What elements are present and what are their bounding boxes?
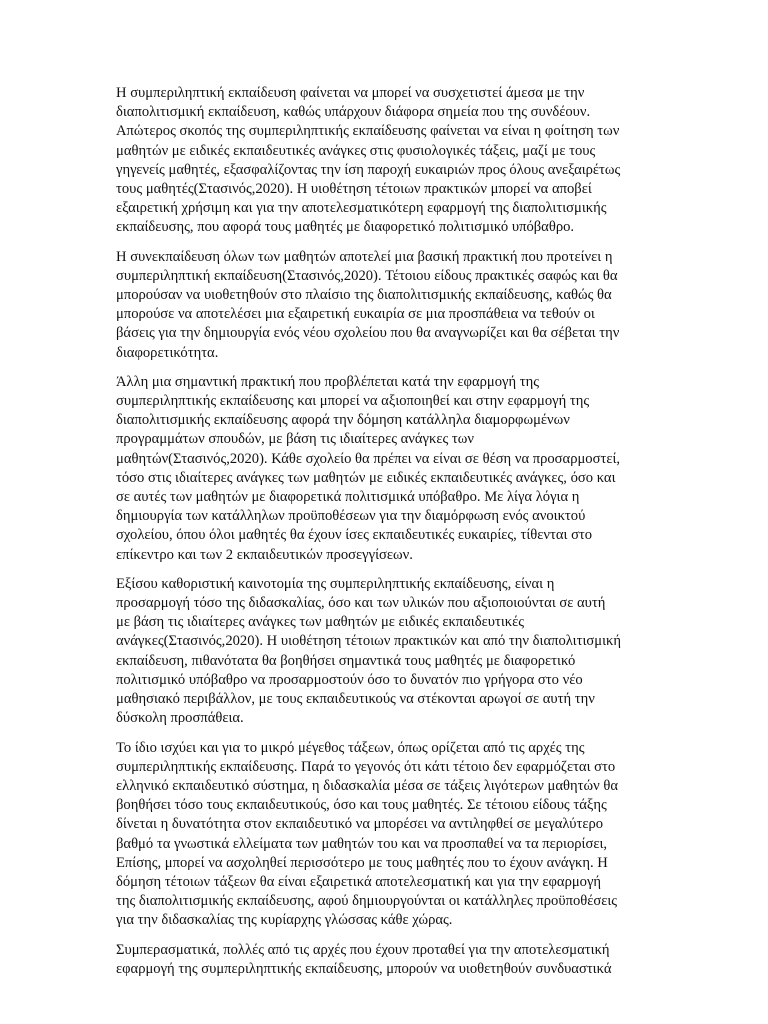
text-line: μαθητών(Στασινός,2020). Κάθε σχολείο θα πρέπει να είναι σε θέση να προσαρμοστεί, — [116, 450, 621, 467]
text-line: δημιουργία των κατάλληλων προϋποθέσεων για την διαμόρφωση ενός ανοικτού — [116, 508, 586, 525]
text-line: εξαιρετική χρήσιμη και για την αποτελεσματικότερη εφαρμογή της διαπολιτισμικής — [116, 200, 607, 217]
text-line: Η συμπεριληπτική εκπαίδευση φαίνεται να μπορεί να συσχετιστεί άμεσα με την — [116, 85, 585, 101]
text-line: βοηθήσει τόσο τους εκπαιδευτικούς, όσο και τους μαθητές. Σε τέτοιου είδους τάξης — [116, 797, 607, 814]
text-line: σε αυτές των μαθητών με διαφορετικά πολιτισμικά υπόβαθρο. Με λίγα λόγια η — [116, 489, 580, 506]
text-line: διαπολιτισμική εκπαίδευση, καθώς υπάρχουν διάφορα σημεία που της συνδέουν. — [116, 104, 591, 121]
text-line: με βάση τις ιδιαίτερες ανάγκες των μαθητών με ειδικές εκπαιδευτικές — [116, 614, 525, 631]
text-line: Η συνεκπαίδευση όλων των μαθητών αποτελεί μια βασική πρακτική που προτείνει η — [116, 248, 613, 265]
text-line: συμπεριληπτικής εκπαίδευσης. Παρά το γεγονός ότι κάτι τέτοιο δεν εφαρμόζεται στο — [116, 758, 616, 775]
paragraph-1 — [116, 84, 654, 238]
text-line: Το ίδιο ισχύει και για το μικρό μέγεθος τάξεων, όπως ορίζεται από τις αρχές της — [116, 739, 585, 756]
paragraph-5 — [116, 739, 654, 931]
text-line: ελληνικό εκπαιδευτικό σύστημα, η διδασκαλία μέσα σε τάξεις λιγότερων μαθητών θα — [116, 777, 618, 794]
text-line: Απώτερος σκοπός της συμπεριληπτικής εκπαίδευσης φαίνεται να είναι η φοίτηση των — [116, 123, 620, 140]
text-line: προσαρμογή τόσο της διδασκαλίας, όσο και των υλικών που αξιοποιούνται σε αυτή — [116, 595, 606, 612]
text-line: συμπεριληπτικής εκπαίδευσης και μπορεί να αξιοποιηθεί και στην εφαρμογή της — [116, 393, 590, 410]
text-line: γηγενείς μαθητές, εξασφαλίζοντας την ίση παροχή ευκαιριών προς όλους ανεξαιρέτως — [116, 161, 621, 178]
text-line: συμπεριληπτική εκπαίδευση(Στασινός,2020). Τέτοιου είδους πρακτικές σαφώς και θα — [116, 267, 618, 284]
text-line: μπορούσε να αποτελέσει μια εξαιρετική ευκαιρία σε μια προσπάθεια να τεθούν οι — [116, 306, 595, 323]
text-line: βαθμό τα γνωστικά ελλείματα των μαθητών του και να προσπαθεί να τα περιορίσει, — [116, 835, 608, 852]
paragraph-3 — [116, 373, 654, 565]
text-line: Εξίσου καθοριστική καινοτομία της συμπεριληπτικής εκπαίδευσης, είναι η — [116, 575, 555, 592]
text-line: διαφορετικότητα. — [116, 344, 219, 361]
text-line: για την διδασκαλίας της κυρίαρχης γλώσσας κάθε χώρας. — [116, 912, 453, 929]
text-line: προγραμμάτων σπουδών, με βάση τις ιδιαίτερες ανάγκες των — [116, 431, 474, 448]
text-line: της διαπολιτισμικής εκπαίδευσης, αφού δημιουργούνται οι κατάλληλες προϋποθέσεις — [116, 893, 618, 910]
text-line: τόσο στις ιδιαίτερες ανάγκες των μαθητών με ειδικές εκπαιδευτικές ανάγκες, όσο και — [116, 469, 616, 486]
paragraph-4 — [116, 575, 654, 729]
text-line: σχολείου, όπου όλοι μαθητές θα έχουν ίσες εκπαιδευτικές ευκαιρίες, τίθενται στο — [116, 527, 593, 544]
text-line: εκπαίδευση, πιθανότατα θα βοηθήσει σημαντικά τους μαθητές με διαφορετικό — [116, 652, 576, 669]
text-line: δίνεται η δυνατότητα στον εκπαιδευτικό να μπορέσει να αντιληφθεί σε μεγαλύτερο — [116, 816, 604, 833]
text-line: Επίσης, μπορεί να ασχοληθεί περισσότερο με τους μαθητές που το έχουν ανάγκη. Η — [116, 854, 608, 871]
text-line: μπορούσαν να υιοθετηθούν στο πλαίσιο της διαπολιτισμικής εκπαίδευσης, καθώς θα — [116, 287, 612, 304]
text-line: μαθησιακό περιβάλλον, με τους εκπαιδευτικούς να στέκονται αρωγοί σε αυτή την — [116, 691, 595, 708]
paragraph-2 — [116, 248, 654, 363]
text-line: βάσεις για την δημιουργία ενός νέου σχολείου που θα αναγνωρίζει και θα σέβεται την — [116, 325, 620, 342]
text-line: δόμηση τέτοιων τάξεων θα είναι εξαιρετικά αποτελεσματική και για την εφαρμογή — [116, 873, 602, 890]
text-line: δύσκολη προσπάθεια. — [116, 710, 244, 727]
text-line: Άλλη μια σημαντική πρακτική που προβλέπεται κατά την εφαρμογή της — [116, 373, 540, 390]
paragraph-6 — [116, 941, 654, 979]
text-line: μαθητών με ειδικές εκπαιδευτικές ανάγκες στις φυσιολογικές τάξεις, μαζί με τους — [116, 142, 596, 159]
text-line: εφαρμογή της συμπεριληπτικής εκπαίδευσης, μπορούν να υιοθετηθούν συνδυαστικά — [116, 960, 612, 977]
text-line: διαπολιτισμικής εκπαίδευσης αφορά την δόμηση κατάλληλα διαμορφωμένων — [116, 412, 570, 429]
text-line: Συμπερασματικά, πολλές από τις αρχές που έχουν προταθεί για την αποτελεσματική — [116, 941, 610, 958]
text-line: εκπαίδευσης, που αφορά τους μαθητές με διαφορετικό πολιτισμικό υπόβαθρο. — [116, 219, 575, 236]
text-line: επίκεντρο και των 2 εκπαιδευτικών προσεγγίσεων. — [116, 546, 413, 563]
document-page — [116, 84, 654, 989]
text-line: τους μαθητές(Στασινός,2020). Η υιοθέτηση τέτοιων πρακτικών μπορεί να αποβεί — [116, 181, 592, 198]
text-line: ανάγκες(Στασινός,2020). Η υιοθέτηση τέτοιων πρακτικών και από την διαπολιτισμική — [116, 633, 621, 650]
text-line: πολιτισμικό υπόβαθρο να προσαρμοστούν όσο το δυνατόν πιο γρήγορα στο νέο — [116, 671, 583, 688]
